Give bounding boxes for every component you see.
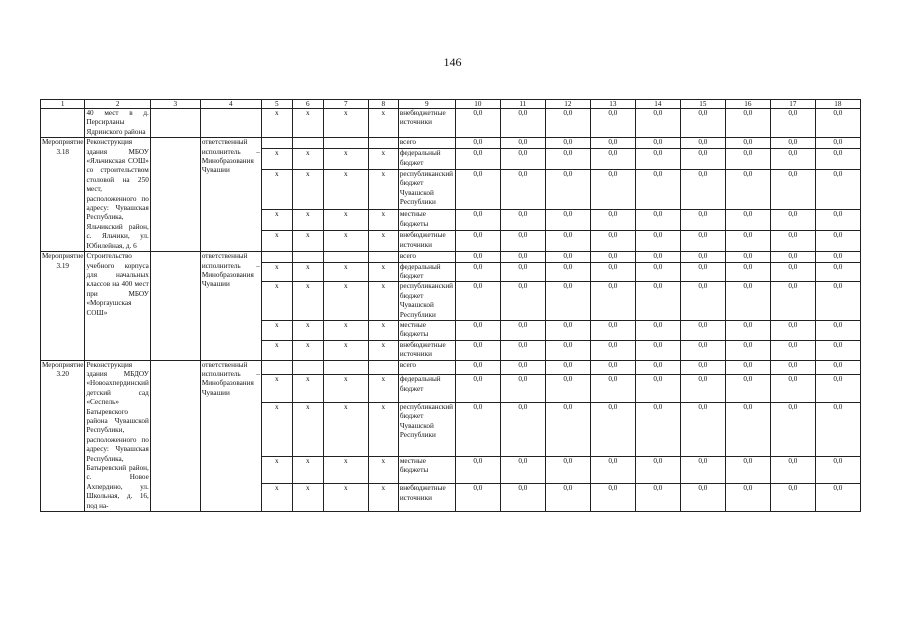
mark-cell: x: [368, 169, 398, 210]
value-cell: 0,0: [455, 169, 500, 210]
value-cell: 0,0: [770, 456, 815, 484]
mark-cell: x: [261, 210, 292, 231]
value-cell: 0,0: [725, 282, 770, 321]
mark-cell: x: [368, 262, 398, 282]
mark-cell: x: [368, 375, 398, 403]
source-cell: федеральный бюджет: [398, 149, 455, 170]
value-cell: 0,0: [590, 282, 635, 321]
value-cell: 0,0: [635, 456, 680, 484]
value-cell: 0,0: [545, 231, 590, 252]
value-cell: 0,0: [455, 282, 500, 321]
value-cell: 0,0: [725, 456, 770, 484]
value-cell: 0,0: [455, 231, 500, 252]
value-cell: 0,0: [545, 262, 590, 282]
mark-cell: x: [323, 282, 368, 321]
value-cell: 0,0: [545, 109, 590, 138]
value-cell: 0,0: [815, 149, 860, 170]
measure-id: Мероприятие 3.19: [41, 252, 85, 360]
value-cell: 0,0: [590, 210, 635, 231]
value-cell: 0,0: [590, 320, 635, 340]
value-cell: 0,0: [545, 169, 590, 210]
header-row: [41, 100, 861, 109]
value-cell: 0,0: [500, 456, 545, 484]
value-cell: 0,0: [590, 138, 635, 149]
value-cell: 0,0: [815, 360, 860, 375]
value-cell: 0,0: [635, 262, 680, 282]
mark-cell: x: [292, 456, 323, 484]
value-cell: 0,0: [770, 262, 815, 282]
value-cell: 0,0: [590, 402, 635, 456]
mark-cell: x: [292, 109, 323, 138]
value-cell: 0,0: [635, 320, 680, 340]
value-cell: 0,0: [815, 484, 860, 512]
value-cell: 0,0: [590, 484, 635, 512]
value-cell: 0,0: [680, 252, 725, 262]
mark-cell: x: [261, 320, 292, 340]
source-cell: внебюджетные источники: [398, 109, 455, 138]
measure-id: [41, 109, 85, 138]
value-cell: 0,0: [455, 262, 500, 282]
mark-cell: x: [292, 210, 323, 231]
value-cell: 0,0: [590, 360, 635, 375]
value-cell: 0,0: [545, 375, 590, 403]
mark-cell: [261, 138, 292, 149]
value-cell: 0,0: [545, 149, 590, 170]
value-cell: 0,0: [725, 231, 770, 252]
value-cell: 0,0: [455, 456, 500, 484]
mark-cell: x: [368, 484, 398, 512]
value-cell: 0,0: [500, 252, 545, 262]
empty-cell: [150, 252, 200, 360]
value-cell: 0,0: [545, 210, 590, 231]
value-cell: 0,0: [770, 252, 815, 262]
column-number: 6: [292, 100, 323, 109]
value-cell: 0,0: [725, 402, 770, 456]
value-cell: 0,0: [500, 484, 545, 512]
value-cell: 0,0: [770, 484, 815, 512]
value-cell: 0,0: [635, 282, 680, 321]
value-cell: 0,0: [545, 402, 590, 456]
value-cell: 0,0: [455, 149, 500, 170]
mark-cell: x: [292, 169, 323, 210]
value-cell: 0,0: [680, 169, 725, 210]
value-cell: 0,0: [725, 320, 770, 340]
value-cell: 0,0: [590, 456, 635, 484]
executor: [200, 109, 261, 138]
value-cell: 0,0: [815, 109, 860, 138]
measure-title: Строительство учебного корпуса для начальных классов на 400 мест при МБОУ «Моргаушская СОШ»: [85, 252, 150, 360]
mark-cell: x: [323, 169, 368, 210]
measure-id: Мероприятие 3.18: [41, 138, 85, 252]
value-cell: 0,0: [455, 109, 500, 138]
column-number: 17: [770, 100, 815, 109]
value-cell: 0,0: [500, 320, 545, 340]
mark-cell: [368, 138, 398, 149]
value-cell: 0,0: [590, 149, 635, 170]
value-cell: 0,0: [680, 149, 725, 170]
value-cell: 0,0: [455, 138, 500, 149]
value-cell: 0,0: [770, 231, 815, 252]
value-cell: 0,0: [815, 320, 860, 340]
column-number: 7: [323, 100, 368, 109]
value-cell: 0,0: [815, 456, 860, 484]
mark-cell: x: [368, 109, 398, 138]
mark-cell: x: [323, 375, 368, 403]
mark-cell: x: [261, 375, 292, 403]
mark-cell: x: [368, 320, 398, 340]
mark-cell: x: [292, 340, 323, 360]
mark-cell: x: [261, 149, 292, 170]
value-cell: 0,0: [680, 360, 725, 375]
column-number: 12: [545, 100, 590, 109]
source-cell: всего: [398, 138, 455, 149]
value-cell: 0,0: [455, 320, 500, 340]
source-cell: местные бюджеты: [398, 456, 455, 484]
mark-cell: [368, 360, 398, 375]
mark-cell: x: [368, 456, 398, 484]
value-cell: 0,0: [680, 456, 725, 484]
value-cell: 0,0: [545, 456, 590, 484]
empty-cell: [150, 138, 200, 252]
value-cell: 0,0: [680, 340, 725, 360]
value-cell: 0,0: [545, 320, 590, 340]
value-cell: 0,0: [590, 340, 635, 360]
mark-cell: [261, 360, 292, 375]
table-row: [41, 252, 861, 262]
mark-cell: x: [261, 282, 292, 321]
value-cell: 0,0: [635, 252, 680, 262]
value-cell: 0,0: [635, 340, 680, 360]
value-cell: 0,0: [815, 231, 860, 252]
value-cell: 0,0: [725, 210, 770, 231]
empty-cell: [150, 360, 200, 512]
mark-cell: x: [292, 320, 323, 340]
column-number: 1: [41, 100, 85, 109]
source-cell: всего: [398, 252, 455, 262]
column-number: 14: [635, 100, 680, 109]
value-cell: 0,0: [725, 360, 770, 375]
value-cell: 0,0: [635, 484, 680, 512]
value-cell: 0,0: [500, 360, 545, 375]
value-cell: 0,0: [815, 262, 860, 282]
value-cell: 0,0: [725, 340, 770, 360]
column-number: 8: [368, 100, 398, 109]
column-number: 4: [200, 100, 261, 109]
column-number: 16: [725, 100, 770, 109]
value-cell: 0,0: [680, 138, 725, 149]
source-cell: местные бюджеты: [398, 320, 455, 340]
column-number: 18: [815, 100, 860, 109]
value-cell: 0,0: [635, 138, 680, 149]
value-cell: 0,0: [815, 375, 860, 403]
mark-cell: [292, 360, 323, 375]
value-cell: 0,0: [545, 484, 590, 512]
mark-cell: [261, 252, 292, 262]
value-cell: 0,0: [680, 320, 725, 340]
executor: ответственный исполнитель – Минобразования Чувашии: [200, 360, 261, 512]
mark-cell: x: [261, 231, 292, 252]
mark-cell: [292, 138, 323, 149]
value-cell: 0,0: [635, 231, 680, 252]
source-cell: республиканский бюджет Чувашской Республики: [398, 169, 455, 210]
value-cell: 0,0: [500, 231, 545, 252]
value-cell: 0,0: [770, 210, 815, 231]
column-number: 9: [398, 100, 455, 109]
mark-cell: x: [292, 231, 323, 252]
source-cell: федеральный бюджет: [398, 262, 455, 282]
value-cell: 0,0: [815, 138, 860, 149]
source-cell: внебюджетные источники: [398, 231, 455, 252]
table-row: [41, 138, 861, 149]
value-cell: 0,0: [455, 340, 500, 360]
mark-cell: x: [368, 231, 398, 252]
value-cell: 0,0: [590, 262, 635, 282]
value-cell: 0,0: [635, 109, 680, 138]
budget-table: [40, 99, 861, 512]
value-cell: 0,0: [545, 340, 590, 360]
value-cell: 0,0: [770, 320, 815, 340]
value-cell: 0,0: [590, 375, 635, 403]
mark-cell: x: [323, 149, 368, 170]
value-cell: 0,0: [500, 282, 545, 321]
mark-cell: [292, 252, 323, 262]
value-cell: 0,0: [770, 109, 815, 138]
value-cell: 0,0: [500, 402, 545, 456]
column-number: 3: [150, 100, 200, 109]
value-cell: 0,0: [590, 252, 635, 262]
value-cell: 0,0: [635, 210, 680, 231]
value-cell: 0,0: [545, 360, 590, 375]
source-cell: внебюджетные источники: [398, 340, 455, 360]
mark-cell: x: [323, 320, 368, 340]
value-cell: 0,0: [725, 149, 770, 170]
source-cell: республиканский бюджет Чувашской Республики: [398, 402, 455, 456]
mark-cell: x: [368, 149, 398, 170]
mark-cell: x: [292, 262, 323, 282]
source-cell: внебюджетные источники: [398, 484, 455, 512]
source-cell: федеральный бюджет: [398, 375, 455, 403]
value-cell: 0,0: [455, 484, 500, 512]
value-cell: 0,0: [770, 340, 815, 360]
value-cell: 0,0: [725, 138, 770, 149]
value-cell: 0,0: [680, 484, 725, 512]
value-cell: 0,0: [590, 169, 635, 210]
value-cell: 0,0: [455, 402, 500, 456]
mark-cell: x: [323, 231, 368, 252]
value-cell: 0,0: [635, 375, 680, 403]
column-number: 11: [500, 100, 545, 109]
empty-cell: [150, 109, 200, 138]
source-cell: всего: [398, 360, 455, 375]
value-cell: 0,0: [455, 360, 500, 375]
value-cell: 0,0: [500, 138, 545, 149]
mark-cell: x: [323, 210, 368, 231]
value-cell: 0,0: [815, 252, 860, 262]
mark-cell: x: [323, 456, 368, 484]
value-cell: 0,0: [815, 210, 860, 231]
mark-cell: x: [292, 375, 323, 403]
value-cell: 0,0: [815, 340, 860, 360]
value-cell: 0,0: [455, 252, 500, 262]
value-cell: 0,0: [635, 360, 680, 375]
mark-cell: x: [261, 456, 292, 484]
mark-cell: x: [292, 484, 323, 512]
table-row: [41, 109, 861, 138]
value-cell: 0,0: [500, 262, 545, 282]
value-cell: 0,0: [545, 282, 590, 321]
mark-cell: x: [368, 340, 398, 360]
value-cell: 0,0: [545, 138, 590, 149]
value-cell: 0,0: [770, 149, 815, 170]
mark-cell: x: [323, 262, 368, 282]
measure-title: 40 мест в д. Персирланы Ядринского района: [86, 109, 149, 136]
value-cell: 0,0: [770, 360, 815, 375]
value-cell: 0,0: [680, 375, 725, 403]
page-number: 146: [443, 55, 462, 69]
measure-title: Реконструкция здания МБДОУ «Новоахпердинский детский сад «Сеспель» Батыревского района Чувашской Республики, расположенного по адресу: Чувашская Республика, Батыревский район, с. Новое Ахпердино, ул. Школьная, д. 16, под на-: [86, 360, 149, 510]
value-cell: 0,0: [815, 282, 860, 321]
mark-cell: x: [368, 282, 398, 321]
value-cell: 0,0: [500, 210, 545, 231]
value-cell: 0,0: [500, 375, 545, 403]
value-cell: 0,0: [590, 231, 635, 252]
value-cell: 0,0: [680, 109, 725, 138]
value-cell: 0,0: [635, 149, 680, 170]
column-number: 10: [455, 100, 500, 109]
value-cell: 0,0: [680, 282, 725, 321]
source-cell: местные бюджеты: [398, 210, 455, 231]
value-cell: 0,0: [500, 169, 545, 210]
value-cell: 0,0: [725, 252, 770, 262]
value-cell: 0,0: [680, 402, 725, 456]
mark-cell: x: [323, 340, 368, 360]
mark-cell: x: [261, 169, 292, 210]
executor: ответственный исполнитель – Минобразования Чувашии: [200, 138, 261, 252]
value-cell: 0,0: [455, 375, 500, 403]
value-cell: 0,0: [545, 252, 590, 262]
value-cell: 0,0: [815, 402, 860, 456]
value-cell: 0,0: [815, 169, 860, 210]
value-cell: 0,0: [725, 109, 770, 138]
value-cell: 0,0: [770, 402, 815, 456]
mark-cell: x: [368, 402, 398, 456]
measure-id: Мероприятие 3.20: [41, 360, 85, 512]
source-cell: республиканский бюджет Чувашской Республики: [398, 282, 455, 321]
value-cell: 0,0: [725, 169, 770, 210]
executor: ответственный исполнитель – Минобразования Чувашии: [200, 252, 261, 360]
mark-cell: x: [368, 210, 398, 231]
mark-cell: x: [261, 402, 292, 456]
mark-cell: x: [323, 109, 368, 138]
value-cell: 0,0: [500, 149, 545, 170]
column-number: 15: [680, 100, 725, 109]
mark-cell: x: [323, 484, 368, 512]
value-cell: 0,0: [680, 262, 725, 282]
value-cell: 0,0: [455, 210, 500, 231]
value-cell: 0,0: [725, 262, 770, 282]
column-number: 5: [261, 100, 292, 109]
value-cell: 0,0: [770, 169, 815, 210]
mark-cell: [323, 252, 368, 262]
value-cell: 0,0: [635, 402, 680, 456]
value-cell: 0,0: [590, 109, 635, 138]
column-number: 2: [85, 100, 150, 109]
value-cell: 0,0: [725, 375, 770, 403]
value-cell: 0,0: [770, 138, 815, 149]
mark-cell: x: [261, 109, 292, 138]
column-number: 13: [590, 100, 635, 109]
mark-cell: [323, 138, 368, 149]
measure-title: Реконструкция здания МБОУ «Яльчикская СОШ» со строительством столовой на 250 мест, расположенного по адресу: Чувашская Республика, Яльчикский район, с. Яльчики, ул. Юбилейная, д. 6: [86, 138, 149, 250]
table-row: [41, 360, 861, 375]
value-cell: 0,0: [770, 282, 815, 321]
mark-cell: [368, 252, 398, 262]
mark-cell: [323, 360, 368, 375]
value-cell: 0,0: [680, 210, 725, 231]
mark-cell: x: [261, 484, 292, 512]
mark-cell: x: [323, 402, 368, 456]
mark-cell: x: [292, 149, 323, 170]
table-body: [41, 100, 861, 512]
value-cell: 0,0: [500, 340, 545, 360]
value-cell: 0,0: [770, 375, 815, 403]
mark-cell: x: [261, 340, 292, 360]
value-cell: 0,0: [635, 169, 680, 210]
mark-cell: x: [292, 402, 323, 456]
mark-cell: x: [261, 262, 292, 282]
value-cell: 0,0: [500, 109, 545, 138]
value-cell: 0,0: [680, 231, 725, 252]
mark-cell: x: [292, 282, 323, 321]
value-cell: 0,0: [725, 484, 770, 512]
